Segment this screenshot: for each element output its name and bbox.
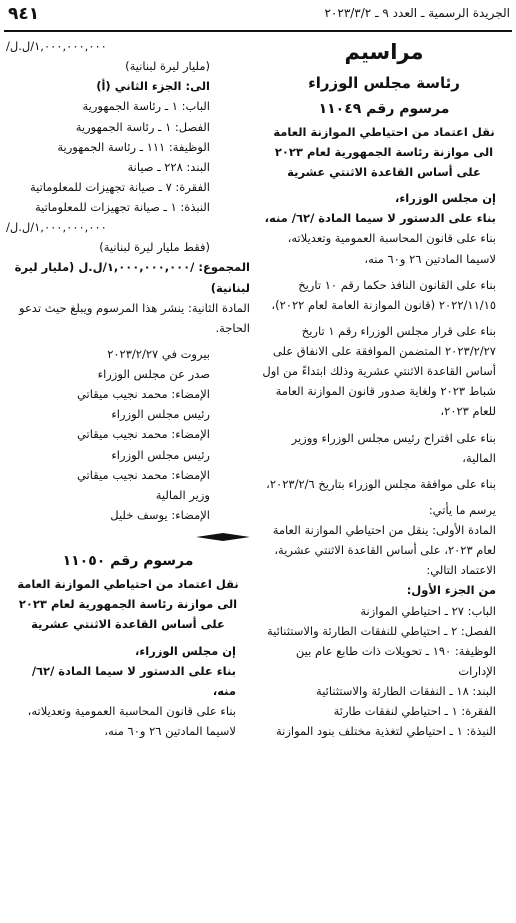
signature: الإمضاء: محمد نجيب ميقاتي	[76, 387, 210, 402]
decree-subject-line: على أساس القاعدة الاثنتي عشرية	[287, 165, 481, 180]
clause: بناء على قانون المحاسبة العمومية وتعديلاته، لاسيما المادتين ٢٦ و٦٠ منه،	[287, 231, 496, 266]
from-item: الفقرة: ١ ـ احتياطي لنفقات طارئة	[333, 704, 496, 719]
authority-title: رئاسة مجلس الوزراء	[308, 73, 460, 92]
constitution-clause: بناء على الدستور لا سيما المادة /٦٢/ منه،	[264, 211, 496, 226]
from-item: الباب: ٢٧ ـ احتياطي الموازنة	[360, 603, 496, 618]
signatory-title: وزير المالية	[155, 487, 210, 502]
from-part: من الجزء الأول:	[406, 583, 496, 598]
issued-by: صدر عن مجلس الوزراء	[97, 367, 210, 381]
clause: بناء على قرار مجلس الوزراء رقم ١ تاريخ ٢٠٢٣/٢/٢٧ المتضمن الموافقة على الانفاق على أساس القاعدة الاثنتي عشرية وذلك ابتداءً من اول شباط ٢٠٢٣ ولغاية صدور قانون الموازنة العامة للعام ٢٠٢٣،	[262, 323, 496, 419]
clause: بناء على قانون المحاسبة العمومية وتعديلاته، لاسيما المادتين ٢٦ و٦٠ منه،	[27, 703, 236, 739]
page-number: ٩٤١	[8, 4, 40, 24]
from-item: الفصل: ٢ ـ احتياطي للنفقات الطارئة والاستثنائية	[266, 623, 496, 638]
clause: بناء على القانون النافذ حكما رقم ١٠ تاريخ ٢٠٢٢/١١/١٥ (قانون الموازنة العامة لعام ٢٠٢٢)،	[271, 277, 496, 312]
right-column	[258, 36, 510, 741]
place-date: بيروت في ٢٠٢٣/٢/٢٧	[107, 346, 210, 361]
clause: بناء على موافقة مجلس الوزراء بتاريخ ٢٠٢٣/٢/٦،	[266, 476, 496, 491]
article-2: المادة الثانية: ينشر هذا المرسوم ويبلغ حيث تدعو الحاجة.	[19, 300, 250, 335]
from-item: الوظيفة: ١٩٠ ـ تحويلات ذات طابع عام بين الإدارات	[295, 643, 496, 678]
total: المجموع: /١,٠٠٠,٠٠٠,٠٠٠/ل.ل (مليار ليرة لبنانية)	[14, 260, 250, 295]
to-item: الفقرة: ٧ ـ صيانة تجهيزات للمعلوماتية	[29, 179, 210, 194]
decree-subject-line: الى موازنة رئاسة الجمهورية لعام ٢٠٢٣	[274, 144, 494, 159]
opening: إن مجلس الوزراء،	[134, 643, 236, 658]
opening: إن مجلس الوزراء،	[394, 191, 496, 206]
decree-number: مرسوم رقم ١١٠٤٩	[318, 100, 450, 117]
decree-number: مرسوم رقم ١١٠٥٠	[62, 553, 194, 569]
amount: /١,٠٠٠,٠٠٠,٠٠٠/ل.ل	[6, 39, 107, 53]
signature: الإمضاء: محمد نجيب ميقاتي	[76, 427, 210, 442]
from-item: البند: ١٨ ـ النفقات الطارئة والاستثنائية	[316, 684, 496, 699]
amount-words: (فقط مليار ليرة لبنانية)	[99, 240, 210, 255]
left-column	[6, 36, 250, 741]
to-item: الفصل: ١ ـ رئاسة الجمهورية	[75, 119, 210, 134]
decree-subject-line: نقل اعتماد من احتياطي الموازنة العامة	[17, 577, 239, 592]
decree-subject-line: على أساس القاعدة الاثنتي عشرية	[31, 617, 225, 632]
constitution-clause: بناء على الدستور لا سيما المادة /٦٢/ منه،	[31, 663, 236, 698]
signatory-title: رئيس مجلس الوزراء	[111, 447, 210, 462]
to-item: البند: ٢٢٨ ـ صيانة	[127, 159, 210, 174]
signatory-title: رئيس مجلس الوزراء	[111, 407, 210, 422]
journal-header: الجريدة الرسمية ـ العدد ٩ ـ ٢٠٢٣/٣/٢	[324, 6, 510, 20]
clause: بناء على اقتراح رئيس مجلس الوزراء ووزير المالية،	[291, 430, 496, 465]
from-item: النبذة: ١ ـ احتياطي لتغذية مختلف بنود الموازنة	[275, 724, 496, 739]
signature: الإمضاء: محمد نجيب ميقاتي	[76, 467, 210, 482]
header-rule	[4, 30, 512, 32]
to-part: الى: الجزء الثاني (أ)	[96, 79, 210, 94]
section-title: مراسيم	[344, 40, 424, 64]
amount: /١,٠٠٠,٠٠٠,٠٠٠/ل.ل	[6, 220, 107, 235]
decree-subject-line: الى موازنة رئاسة الجمهورية لعام ٢٠٢٣	[18, 597, 238, 612]
ornament-divider	[196, 533, 250, 541]
to-item: النبذة: ١ ـ صيانة تجهيزات للمعلوماتية	[34, 200, 210, 214]
to-item: الباب: ١ ـ رئاسة الجمهورية	[82, 99, 210, 114]
signature: الإمضاء: يوسف خليل	[110, 507, 210, 522]
to-item: الوظيفة: ١١١ ـ رئاسة الجمهورية	[57, 139, 210, 154]
decree-subject-line: نقل اعتماد من احتياطي الموازنة العامة	[273, 124, 495, 139]
decrees-line: يرسم ما يأتي:	[428, 502, 496, 517]
article-1: المادة الأولى: ينقل من احتياطي الموازنة العامة لعام ٢٠٢٣، على أساس القاعدة الاثنتي عشرية، الاعتماد التالي:	[272, 523, 496, 578]
amount-words: (مليار ليرة لبنانية)	[125, 59, 210, 74]
